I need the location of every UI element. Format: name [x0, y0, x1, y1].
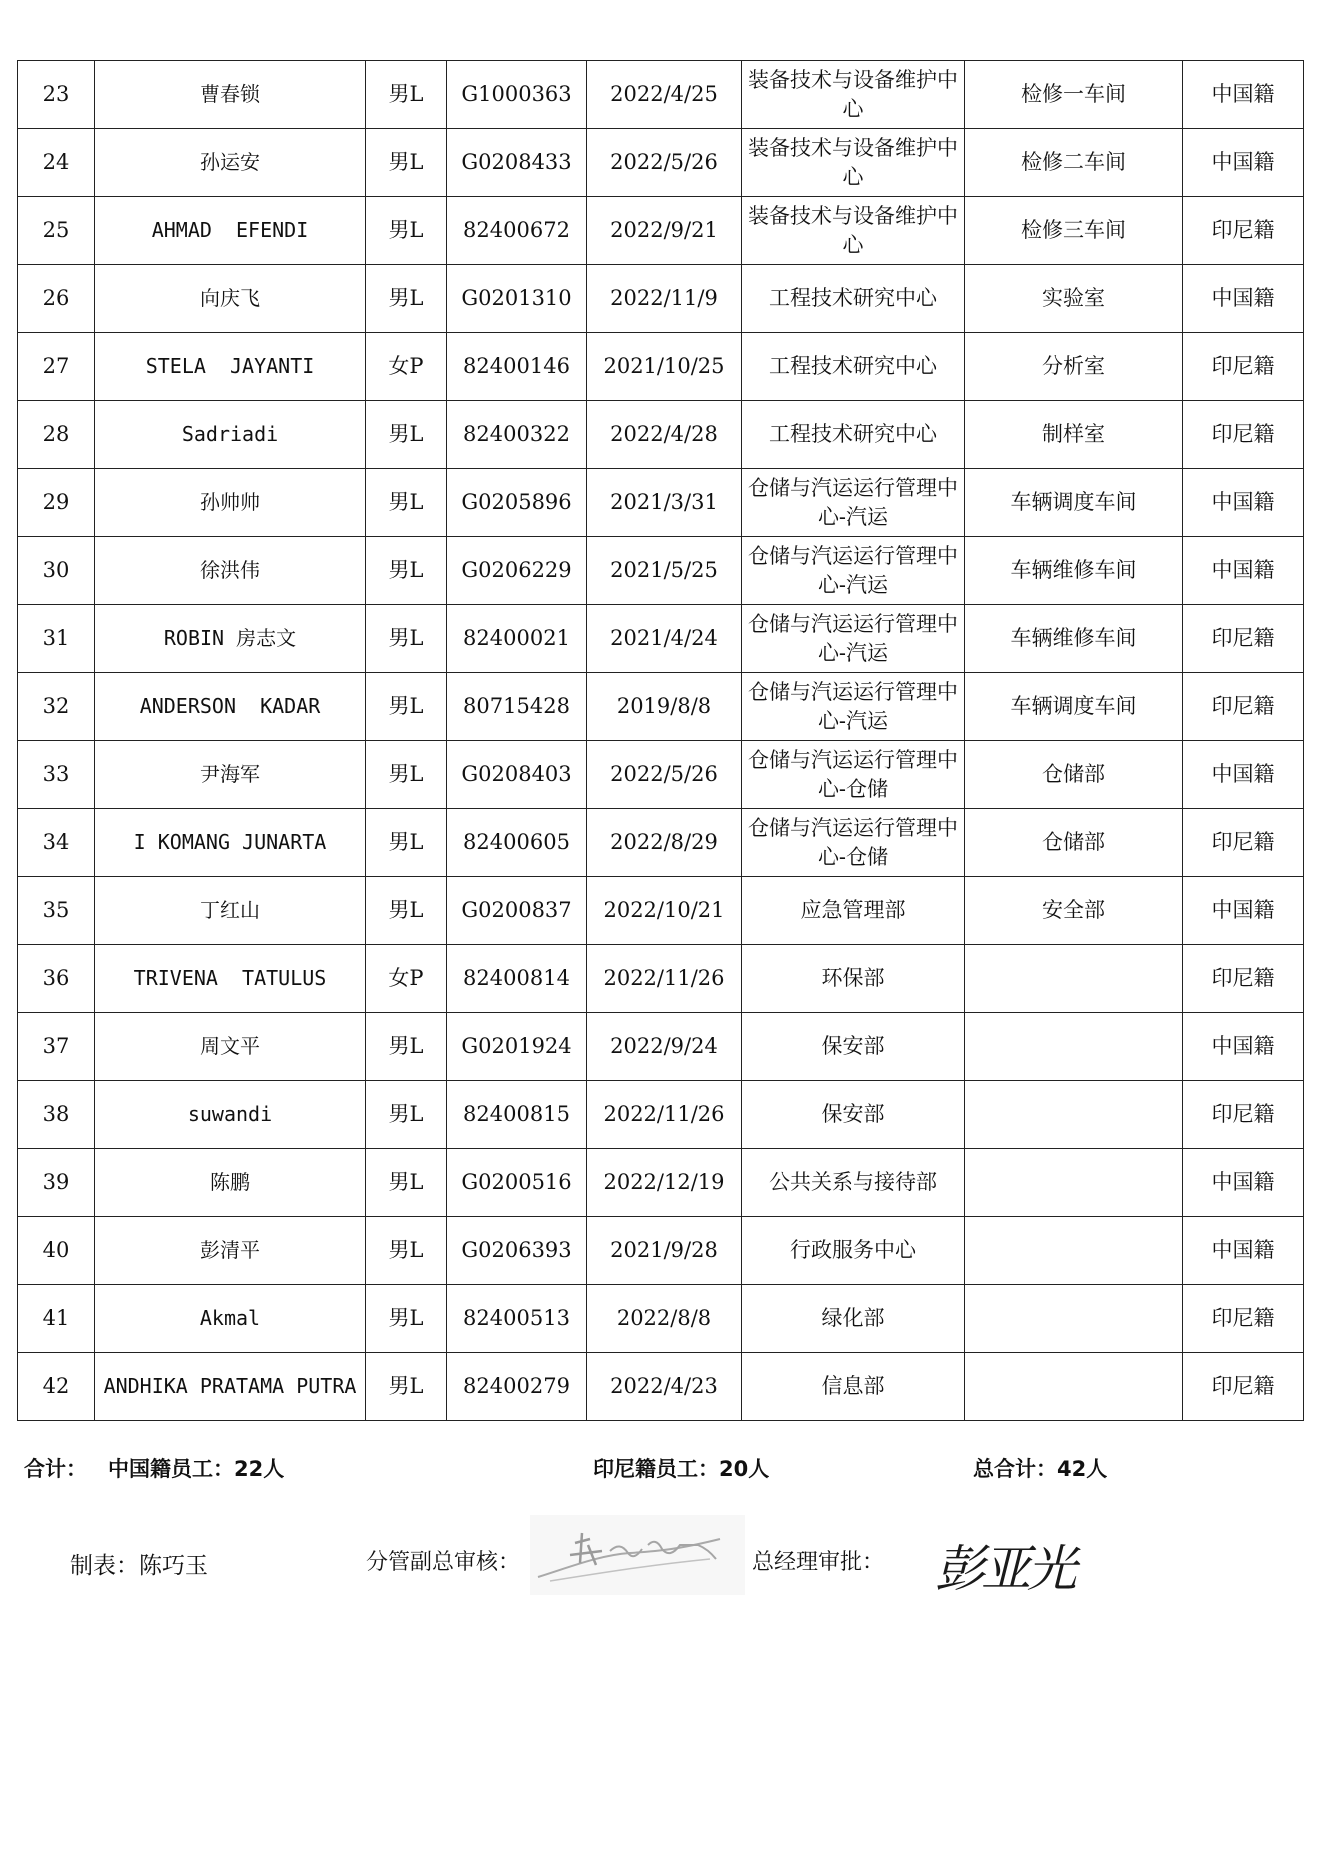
date-cell: 2022/11/26 [587, 1081, 742, 1149]
unit-cell: 车辆维修车间 [965, 605, 1183, 673]
date-cell: 2022/4/28 [587, 401, 742, 469]
gender-cell: 男L [366, 877, 447, 945]
table-row [18, 605, 1304, 673]
employee-name-cell: 陈鹏 [95, 1149, 366, 1217]
unit-cell: 检修三车间 [965, 197, 1183, 265]
department-cell: 仓储与汽运运行管理中心-仓储 [742, 741, 965, 809]
nationality-cell: 中国籍 [1183, 537, 1304, 605]
row-number-cell: 34 [18, 809, 95, 877]
table-row [18, 673, 1304, 741]
employee-id-cell: 82400279 [447, 1353, 587, 1421]
employee-name-cell: 丁红山 [95, 877, 366, 945]
table-row [18, 741, 1304, 809]
table-row [18, 1013, 1304, 1081]
employee-id-cell: G0206393 [447, 1217, 587, 1285]
date-cell: 2022/4/23 [587, 1353, 742, 1421]
gender-cell: 男L [366, 265, 447, 333]
gender-cell: 男L [366, 809, 447, 877]
unit-cell: 车辆调度车间 [965, 673, 1183, 741]
row-number-cell: 33 [18, 741, 95, 809]
nationality-cell: 印尼籍 [1183, 1285, 1304, 1353]
row-number-cell: 30 [18, 537, 95, 605]
unit-cell: 检修二车间 [965, 129, 1183, 197]
gender-cell: 男L [366, 129, 447, 197]
table-row [18, 945, 1304, 1013]
department-cell: 仓储与汽运运行管理中心-汽运 [742, 673, 965, 741]
employee-name-cell: 周文平 [95, 1013, 366, 1081]
row-number-cell: 41 [18, 1285, 95, 1353]
unit-cell: 制样室 [965, 401, 1183, 469]
gender-cell: 男L [366, 1217, 447, 1285]
employee-name-cell: 尹海军 [95, 741, 366, 809]
employee-name-cell: 彭清平 [95, 1217, 366, 1285]
employee-name-cell: 曹春锁 [95, 61, 366, 129]
date-cell: 2022/5/26 [587, 129, 742, 197]
nationality-cell: 印尼籍 [1183, 605, 1304, 673]
date-cell: 2019/8/8 [587, 673, 742, 741]
gender-cell: 男L [366, 401, 447, 469]
department-cell: 应急管理部 [742, 877, 965, 945]
nationality-cell: 中国籍 [1183, 129, 1304, 197]
nationality-cell: 中国籍 [1183, 741, 1304, 809]
row-number-cell: 25 [18, 197, 95, 265]
nationality-cell: 印尼籍 [1183, 809, 1304, 877]
department-cell: 仓储与汽运运行管理中心-汽运 [742, 537, 965, 605]
row-number-cell: 24 [18, 129, 95, 197]
department-cell: 工程技术研究中心 [742, 401, 965, 469]
unit-cell [965, 1217, 1183, 1285]
department-cell: 仓储与汽运运行管理中心-仓储 [742, 809, 965, 877]
date-cell: 2021/10/25 [587, 333, 742, 401]
nationality-cell: 印尼籍 [1183, 945, 1304, 1013]
unit-cell [965, 1285, 1183, 1353]
totals-label: 合计： [24, 1457, 87, 1481]
employee-name-cell: Sadriadi [95, 401, 366, 469]
unit-cell [965, 1149, 1183, 1217]
row-number-cell: 26 [18, 265, 95, 333]
nationality-cell: 中国籍 [1183, 265, 1304, 333]
totals-row [0, 1453, 1323, 1483]
department-cell: 保安部 [742, 1081, 965, 1149]
employee-name-cell: ROBIN 房志文 [95, 605, 366, 673]
date-cell: 2022/11/9 [587, 265, 742, 333]
table-row [18, 877, 1304, 945]
row-number-cell: 38 [18, 1081, 95, 1149]
date-cell: 2022/12/19 [587, 1149, 742, 1217]
table-row [18, 469, 1304, 537]
employee-id-cell: G0208433 [447, 129, 587, 197]
employee-id-cell: G0208403 [447, 741, 587, 809]
employee-id-cell: G0200516 [447, 1149, 587, 1217]
date-cell: 2021/5/25 [587, 537, 742, 605]
nationality-cell: 中国籍 [1183, 61, 1304, 129]
gender-cell: 男L [366, 537, 447, 605]
department-cell: 绿化部 [742, 1285, 965, 1353]
employee-id-cell: 82400815 [447, 1081, 587, 1149]
unit-cell [965, 1081, 1183, 1149]
row-number-cell: 39 [18, 1149, 95, 1217]
department-cell: 装备技术与设备维护中心 [742, 129, 965, 197]
table-row [18, 1353, 1304, 1421]
deputy-signature [530, 1515, 745, 1595]
staff-table [17, 60, 1304, 1421]
indonesian-total: 印尼籍员工：20人 [593, 1457, 770, 1481]
date-cell: 2022/9/21 [587, 197, 742, 265]
table-row [18, 333, 1304, 401]
nationality-cell: 印尼籍 [1183, 401, 1304, 469]
gender-cell: 男L [366, 741, 447, 809]
nationality-cell: 中国籍 [1183, 1013, 1304, 1081]
employee-id-cell: 82400021 [447, 605, 587, 673]
nationality-cell: 中国籍 [1183, 1149, 1304, 1217]
table-row [18, 809, 1304, 877]
date-cell: 2021/9/28 [587, 1217, 742, 1285]
row-number-cell: 32 [18, 673, 95, 741]
date-cell: 2022/5/26 [587, 741, 742, 809]
employee-id-cell: G0201310 [447, 265, 587, 333]
employee-id-cell: G0200837 [447, 877, 587, 945]
date-cell: 2022/8/29 [587, 809, 742, 877]
employee-name-cell: 孙运安 [95, 129, 366, 197]
employee-id-cell: G0205896 [447, 469, 587, 537]
row-number-cell: 31 [18, 605, 95, 673]
table-row [18, 1149, 1304, 1217]
nationality-cell: 中国籍 [1183, 1217, 1304, 1285]
nationality-cell: 印尼籍 [1183, 197, 1304, 265]
employee-id-cell: G0201924 [447, 1013, 587, 1081]
date-cell: 2022/10/21 [587, 877, 742, 945]
employee-id-cell: G1000363 [447, 61, 587, 129]
table-row [18, 129, 1304, 197]
employee-id-cell: 82400672 [447, 197, 587, 265]
nationality-cell: 印尼籍 [1183, 333, 1304, 401]
employee-name-cell: 向庆飞 [95, 265, 366, 333]
gender-cell: 男L [366, 1285, 447, 1353]
gender-cell: 男L [366, 1149, 447, 1217]
nationality-cell: 中国籍 [1183, 469, 1304, 537]
unit-cell: 仓储部 [965, 741, 1183, 809]
date-cell: 2022/4/25 [587, 61, 742, 129]
employee-name-cell: I KOMANG JUNARTA [95, 809, 366, 877]
row-number-cell: 37 [18, 1013, 95, 1081]
date-cell: 2021/4/24 [587, 605, 742, 673]
nationality-cell: 印尼籍 [1183, 673, 1304, 741]
unit-cell: 分析室 [965, 333, 1183, 401]
date-cell: 2022/8/8 [587, 1285, 742, 1353]
employee-id-cell: 82400322 [447, 401, 587, 469]
employee-name-cell: suwandi [95, 1081, 366, 1149]
row-number-cell: 23 [18, 61, 95, 129]
employee-name-cell: ANDERSON KADAR [95, 673, 366, 741]
signature-row [0, 1535, 1323, 1615]
unit-cell: 实验室 [965, 265, 1183, 333]
unit-cell [965, 1013, 1183, 1081]
row-number-cell: 29 [18, 469, 95, 537]
employee-id-cell: 82400513 [447, 1285, 587, 1353]
department-cell: 工程技术研究中心 [742, 333, 965, 401]
gender-cell: 男L [366, 1353, 447, 1421]
table-row [18, 197, 1304, 265]
gm-signature: 彭亚光 [935, 1540, 1073, 1598]
row-number-cell: 28 [18, 401, 95, 469]
date-cell: 2022/11/26 [587, 945, 742, 1013]
row-number-cell: 27 [18, 333, 95, 401]
employee-name-cell: 徐洪伟 [95, 537, 366, 605]
unit-cell [965, 945, 1183, 1013]
deputy-review-label: 分管副总审核： [366, 1550, 521, 1575]
table-row [18, 1081, 1304, 1149]
prepared-by: 制表：陈巧玉 [70, 1553, 208, 1579]
department-cell: 公共关系与接待部 [742, 1149, 965, 1217]
gender-cell: 男L [366, 469, 447, 537]
date-cell: 2021/3/31 [587, 469, 742, 537]
department-cell: 工程技术研究中心 [742, 265, 965, 333]
employee-name-cell: AHMAD EFENDI [95, 197, 366, 265]
gender-cell: 男L [366, 1013, 447, 1081]
gender-cell: 女P [366, 945, 447, 1013]
date-cell: 2022/9/24 [587, 1013, 742, 1081]
table-body [18, 61, 1304, 1421]
department-cell: 装备技术与设备维护中心 [742, 197, 965, 265]
unit-cell: 仓储部 [965, 809, 1183, 877]
gender-cell: 男L [366, 605, 447, 673]
gender-cell: 女P [366, 333, 447, 401]
employee-name-cell: Akmal [95, 1285, 366, 1353]
table-row [18, 265, 1304, 333]
employee-id-cell: 82400605 [447, 809, 587, 877]
department-cell: 装备技术与设备维护中心 [742, 61, 965, 129]
gm-approval-label: 总经理审批： [752, 1550, 885, 1575]
nationality-cell: 印尼籍 [1183, 1353, 1304, 1421]
employee-id-cell: 82400814 [447, 945, 587, 1013]
row-number-cell: 42 [18, 1353, 95, 1421]
gender-cell: 男L [366, 197, 447, 265]
department-cell: 仓储与汽运运行管理中心-汽运 [742, 469, 965, 537]
department-cell: 仓储与汽运运行管理中心-汽运 [742, 605, 965, 673]
unit-cell: 检修一车间 [965, 61, 1183, 129]
table-row [18, 1285, 1304, 1353]
unit-cell: 车辆维修车间 [965, 537, 1183, 605]
chinese-total: 中国籍员工：22人 [108, 1457, 285, 1481]
department-cell: 环保部 [742, 945, 965, 1013]
grand-total: 总合计：42人 [973, 1457, 1108, 1481]
row-number-cell: 35 [18, 877, 95, 945]
nationality-cell: 中国籍 [1183, 877, 1304, 945]
unit-cell [965, 1353, 1183, 1421]
gender-cell: 男L [366, 61, 447, 129]
row-number-cell: 36 [18, 945, 95, 1013]
gender-cell: 男L [366, 673, 447, 741]
department-cell: 信息部 [742, 1353, 965, 1421]
employee-name-cell: ANDHIKA PRATAMA PUTRA [95, 1353, 366, 1421]
employee-id-cell: 82400146 [447, 333, 587, 401]
nationality-cell: 印尼籍 [1183, 1081, 1304, 1149]
employee-name-cell: TRIVENA TATULUS [95, 945, 366, 1013]
table-row [18, 537, 1304, 605]
table-row [18, 401, 1304, 469]
department-cell: 保安部 [742, 1013, 965, 1081]
employee-id-cell: 80715428 [447, 673, 587, 741]
row-number-cell: 40 [18, 1217, 95, 1285]
unit-cell: 车辆调度车间 [965, 469, 1183, 537]
unit-cell: 安全部 [965, 877, 1183, 945]
employee-id-cell: G0206229 [447, 537, 587, 605]
table-row [18, 61, 1304, 129]
gender-cell: 男L [366, 1081, 447, 1149]
department-cell: 行政服务中心 [742, 1217, 965, 1285]
employee-name-cell: 孙帅帅 [95, 469, 366, 537]
employee-name-cell: STELA JAYANTI [95, 333, 366, 401]
table-row [18, 1217, 1304, 1285]
